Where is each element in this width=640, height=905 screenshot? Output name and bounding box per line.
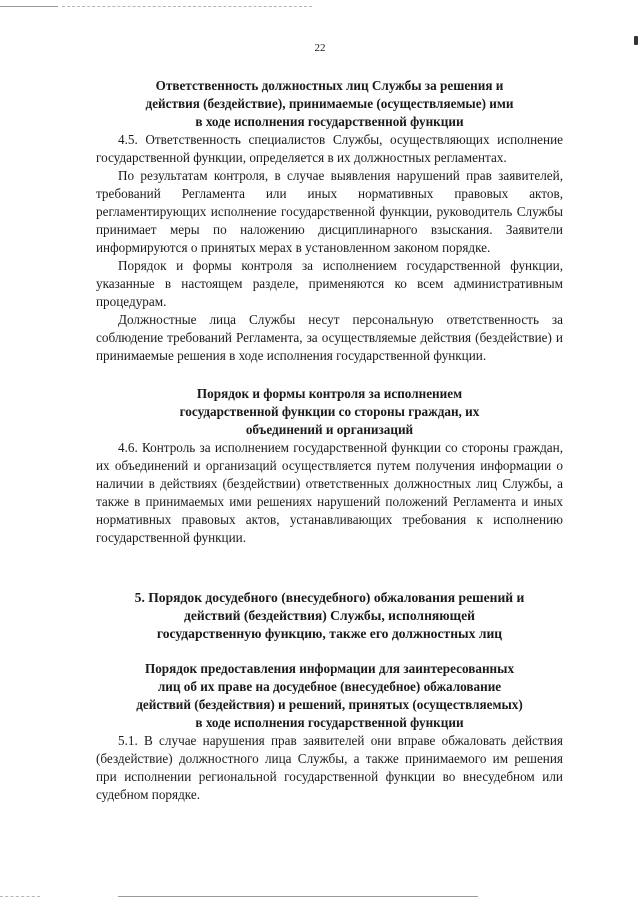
page-number: 22	[314, 42, 326, 54]
heading-line: государственной функции со стороны граждан, их	[179, 404, 480, 419]
heading-line: объединений и организаций	[245, 422, 414, 437]
heading-line: государственную функцию, также его должностных лиц	[156, 626, 503, 641]
para-control-results: По результатам контроля, в случае выявления нарушений прав заявителей, требований Регламента или иных нормативных правовых актов, регламентирующих исполнение государственной функции, руководитель Службы принимает меры по наложению дисциплинарного взыскания. Заявители информируются о принятых мерах в установленном законом порядке.	[96, 168, 563, 255]
heading-line: в ходе исполнения государственной функции	[195, 715, 464, 730]
para-5-1: 5.1. В случае нарушения прав заявителей они вправе обжаловать действия (бездействие) должностного лица Службы, а также принимаемого им решения при исполнении региональной государственной функции во внесудебном или судебном порядке.	[96, 733, 563, 802]
scan-edge-bottom-mid	[118, 896, 478, 897]
para-4-6: 4.6. Контроль за исполнением государственной функции со стороны граждан, их объединений и организаций осуществляется путем получения информации о наличии в действиях (бездействии) ответственных должностных лиц Службы, а также в принимаемых ими решениях нарушений положений Регламента и иных нормативных правовых актов, устанавливающих требования к исполнению государственной функции.	[96, 440, 563, 545]
heading-line: действий (бездействия) Службы, исполняющей	[184, 608, 475, 623]
para-4-5: 4.5. Ответственность специалистов Службы, осуществляющих исполнение государственной функции, определяется в их должностных регламентах.	[96, 132, 563, 165]
heading-responsibility	[96, 77, 563, 131]
scan-edge-bottom-left	[0, 896, 40, 897]
heading-section-5	[96, 589, 563, 643]
heading-citizen-control	[96, 385, 563, 439]
scan-edge-top-left	[0, 6, 58, 7]
heading-information-procedure	[96, 660, 563, 732]
document-body	[96, 77, 563, 804]
heading-line: Порядок предоставления информации для заинтересованных	[144, 661, 515, 676]
heading-line: Ответственность должностных лиц Службы за решения и	[155, 78, 504, 93]
scan-edge-top-mid	[62, 6, 312, 7]
heading-line: действия (бездействие), принимаемые (осуществляемые) ими	[145, 96, 514, 111]
heading-line: лиц об их праве на досудебное (внесудебное) обжалование	[157, 679, 502, 694]
para-control-forms: Порядок и формы контроля за исполнением государственной функции, указанные в настоящем разделе, применяются ко всем административным процедурам.	[96, 258, 563, 309]
heading-line: Порядок и формы контроля за исполнением	[196, 386, 463, 401]
heading-line: 5. Порядок досудебного (внесудебного) обжалования решений и	[134, 590, 525, 605]
heading-line: действий (бездействия) и решений, принятых (осуществляемых)	[136, 697, 523, 712]
heading-line: в ходе исполнения государственной функции	[195, 114, 464, 129]
para-officials-responsibility: Должностные лица Службы несут персональную ответственность за соблюдение требований Регламента, за осуществляемые действия (бездействие) и принимаемые решения в ходе исполнения государственной функции.	[96, 312, 563, 363]
